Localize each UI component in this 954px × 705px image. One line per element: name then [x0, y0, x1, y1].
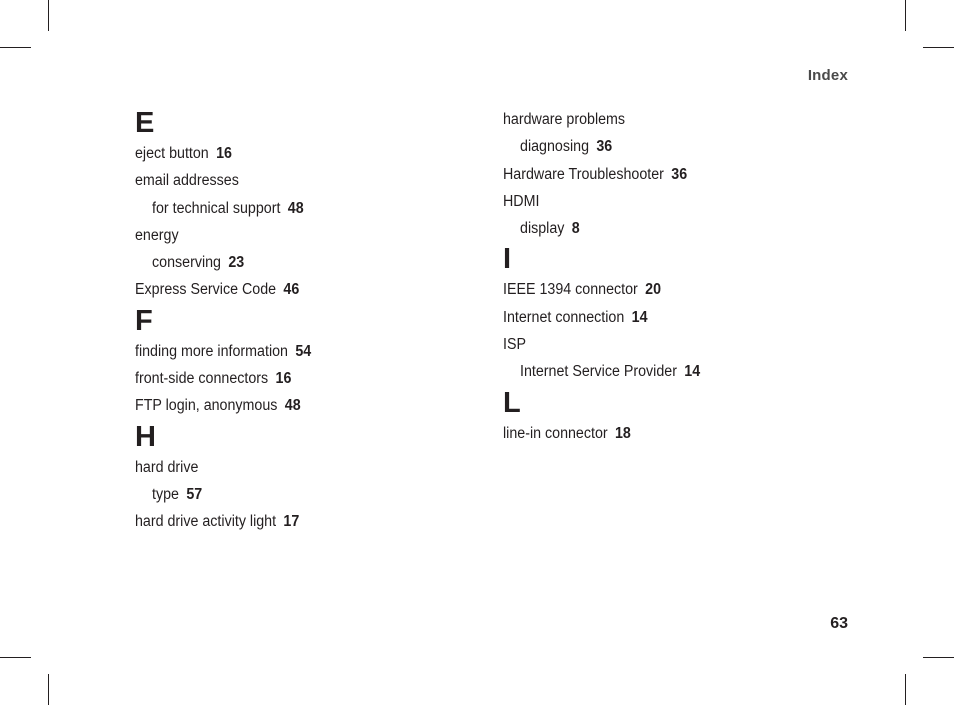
index-entry-text: Internet connection [503, 308, 625, 326]
index-page-reference[interactable]: 17 [283, 513, 300, 531]
index-entry-text: hardware problems [503, 111, 626, 128]
index-page-reference[interactable]: 48 [287, 199, 304, 217]
index-page-reference[interactable]: 57 [186, 485, 203, 503]
crop-mark-bottom-right-horizontal [923, 657, 954, 658]
index-entry [135, 338, 448, 365]
index-entry-text: ISP [503, 336, 526, 354]
index-page-reference[interactable]: 46 [283, 281, 300, 299]
index-entry-text: Express Service Code [135, 281, 277, 299]
index-entry-text: eject button [135, 145, 209, 162]
index-entry [135, 167, 448, 194]
index-subentry [503, 133, 816, 160]
index-page-reference[interactable]: 14 [684, 363, 701, 381]
index-page-reference[interactable]: 18 [614, 424, 631, 442]
page-number: 63 [830, 615, 848, 632]
index-page-reference[interactable]: 14 [631, 308, 648, 326]
index-entry [503, 161, 816, 188]
index-entry-text: IEEE 1394 connector [503, 281, 638, 299]
index-page-reference[interactable]: 16 [275, 370, 292, 388]
crop-mark-bottom-left-vertical [48, 674, 49, 705]
index-entry-text: hard drive activity light [135, 513, 277, 531]
index-letter-heading: L [503, 386, 521, 419]
index-page-reference[interactable]: 48 [284, 397, 301, 415]
crop-mark-top-left-horizontal [0, 47, 31, 48]
index-page-reference[interactable]: 36 [596, 138, 613, 156]
index-entry-text: Internet Service Provider [520, 363, 677, 381]
index-page-reference[interactable]: 36 [671, 165, 688, 183]
index-entry-text: hard drive [135, 458, 199, 476]
index-entry [135, 508, 448, 535]
index-entry [135, 276, 448, 303]
index-entry-text: for technical support [152, 199, 281, 217]
index-entry [503, 304, 816, 331]
index-letter-heading: H [135, 420, 156, 453]
crop-mark-top-right-horizontal [923, 47, 954, 48]
index-entry [503, 276, 816, 303]
index-entry-text: energy [135, 226, 179, 244]
index-page-reference[interactable]: 20 [645, 281, 662, 299]
index-page-reference[interactable]: 23 [228, 254, 245, 272]
index-column-left [135, 106, 475, 536]
index-subentry [135, 195, 448, 222]
index-subentry [503, 215, 816, 242]
crop-mark-bottom-right-vertical [905, 674, 906, 705]
crop-mark-top-right-vertical [905, 0, 906, 31]
index-entry [135, 454, 448, 481]
index-page-reference[interactable]: 16 [216, 145, 232, 162]
index-entry-text: finding more information [135, 342, 288, 360]
index-entry-text: FTP login, anonymous [135, 397, 278, 415]
index-entry [135, 392, 448, 419]
index-entry-text: conserving [152, 254, 221, 272]
index-page-reference[interactable]: 54 [295, 342, 312, 360]
index-letter-heading: F [135, 304, 153, 337]
index-entry-text: display [520, 220, 565, 238]
index-letter-heading: E [135, 107, 155, 139]
index-subentry [503, 358, 816, 385]
running-header-title: Index [807, 67, 848, 84]
index-entry-text: line-in connector [503, 424, 608, 442]
crop-mark-top-left-vertical [48, 0, 49, 31]
index-column-right [503, 106, 843, 447]
index-entry-text: email addresses [135, 172, 239, 190]
index-entry-text: front-side connectors [135, 370, 269, 388]
index-entry-text: diagnosing [520, 138, 590, 156]
index-page-reference[interactable]: 8 [571, 220, 580, 238]
index-entry [135, 365, 448, 392]
index-entry-text: HDMI [503, 192, 540, 210]
index-subentry [135, 481, 448, 508]
index-subentry [135, 249, 448, 276]
index-entry-text: Hardware Troubleshooter [503, 165, 664, 183]
crop-mark-bottom-left-horizontal [0, 657, 31, 658]
index-entry [503, 331, 816, 358]
index-entry-text: type [152, 485, 179, 503]
index-entry [503, 188, 816, 215]
index-entry [135, 222, 448, 249]
index-letter-heading: I [503, 243, 512, 276]
index-entry [135, 140, 448, 167]
index-entry [503, 420, 816, 447]
index-entry [503, 106, 816, 133]
